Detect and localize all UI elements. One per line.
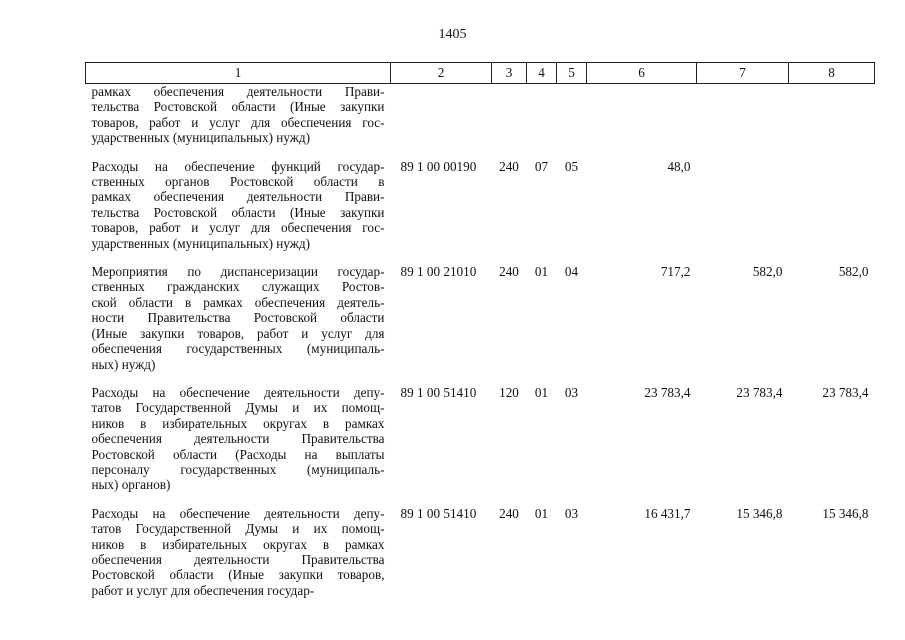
description-line: ственных органов Ростовской области в	[91, 174, 385, 190]
description-line: татов Государственной Думы и их помощ-	[91, 400, 385, 416]
header-col-8: 8	[789, 63, 875, 84]
table-row	[86, 264, 875, 385]
description-line: ников в избирательных округах в рамках	[91, 536, 385, 552]
amount-col-6	[587, 84, 697, 159]
description-line: (Иные закупки товаров, работ и услуг для	[91, 325, 385, 341]
description-line: ской области в рамках обеспечения деятель-	[91, 294, 385, 310]
description-line: ных) нужд)	[91, 356, 156, 372]
subsection: 04	[564, 264, 579, 280]
subsection: 05	[564, 158, 579, 174]
amount-col-6: 16 431,7	[644, 505, 691, 521]
row-description	[86, 159, 391, 264]
description-line: Расходы на обеспечение функций государ-	[91, 158, 385, 174]
section: 01	[534, 505, 549, 521]
row-description	[86, 506, 391, 611]
amount-col-6: 48,0	[667, 158, 691, 174]
description-line: ственных гражданских служащих Ростов-	[91, 279, 385, 295]
description-line: ударственных (муниципальных) нужд)	[91, 235, 310, 251]
table-row	[86, 385, 875, 506]
budget-code	[391, 84, 492, 159]
header-col-1: 1	[86, 63, 391, 84]
expense-type: 240	[499, 505, 519, 521]
amount-col-7	[697, 159, 789, 264]
header-col-2: 2	[391, 63, 492, 84]
description-line: ударственных (муниципальных) нужд)	[91, 130, 310, 146]
description-line: Ростовской области (Расходы на выплаты	[91, 446, 385, 462]
amount-col-7: 23 783,4	[736, 384, 783, 400]
description-line: рамках обеспечения деятельности Прави-	[91, 189, 385, 205]
section: 01	[534, 384, 549, 400]
amount-col-8: 15 346,8	[822, 505, 869, 521]
description-line: товаров, работ и услуг для обеспечения гос-	[91, 114, 385, 130]
budget-code: 89 1 00 21010	[400, 264, 477, 280]
amount-col-7: 582,0	[752, 264, 783, 280]
description-line: персоналу государственных (муниципаль-	[91, 461, 385, 477]
budget-code: 89 1 00 51410	[400, 384, 477, 400]
amount-col-8	[789, 84, 875, 159]
section	[527, 84, 557, 159]
description-line: рамках обеспечения деятельности Прави-	[91, 84, 385, 99]
description-line: ников в избирательных округах в рамках	[91, 415, 385, 431]
description-line: ных) органов)	[91, 477, 171, 493]
description-line: работ и услуг для обеспечения государ-	[91, 582, 315, 598]
budget-code: 89 1 00 51410	[400, 505, 477, 521]
amount-col-6: 717,2	[660, 264, 691, 280]
budget-table	[85, 62, 875, 611]
header-col-3: 3	[492, 63, 527, 84]
amount-col-8: 23 783,4	[822, 384, 869, 400]
header-row	[86, 63, 875, 84]
subsection: 03	[564, 505, 579, 521]
description-line: обеспечения государственных (муниципаль-	[91, 341, 385, 357]
description-line: тельства Ростовской области (Иные закупки	[91, 204, 385, 220]
header-col-4: 4	[527, 63, 557, 84]
row-description	[86, 385, 391, 506]
description-line: Расходы на обеспечение деятельности депу-	[91, 505, 385, 521]
description-line: тельства Ростовской области (Иные закупки	[91, 99, 385, 115]
expense-type: 240	[499, 264, 519, 280]
description-line: товаров, работ и услуг для обеспечения гос-	[91, 220, 385, 236]
amount-col-8	[789, 159, 875, 264]
amount-col-7: 15 346,8	[736, 505, 783, 521]
expense-type: 120	[499, 384, 519, 400]
amount-col-8: 582,0	[838, 264, 869, 280]
table-body	[86, 84, 875, 612]
budget-code: 89 1 00 00190	[400, 158, 477, 174]
row-description	[86, 84, 391, 159]
section: 07	[534, 158, 549, 174]
section: 01	[534, 264, 549, 280]
description-line: обеспечения деятельности Правительства	[91, 431, 385, 447]
description-line: обеспечения деятельности Правительства	[91, 551, 385, 567]
subsection	[557, 84, 587, 159]
description-line: Ростовской области (Иные закупки товаров,	[91, 567, 385, 583]
table-row	[86, 84, 875, 159]
header-col-6: 6	[587, 63, 697, 84]
table-row	[86, 506, 875, 611]
header-col-7: 7	[697, 63, 789, 84]
table-row	[86, 159, 875, 264]
amount-col-7	[697, 84, 789, 159]
description-line: ности Правительства Ростовской области	[91, 310, 385, 326]
subsection: 03	[564, 384, 579, 400]
page-number: 1405	[438, 27, 467, 42]
row-description	[86, 264, 391, 385]
expense-type	[492, 84, 527, 159]
description-line: Мероприятия по диспансеризации государ-	[91, 264, 385, 280]
expense-type: 240	[499, 158, 519, 174]
amount-col-6: 23 783,4	[644, 384, 691, 400]
description-line: Расходы на обеспечение деятельности депу-	[91, 384, 385, 400]
description-line: татов Государственной Думы и их помощ-	[91, 521, 385, 537]
header-col-5: 5	[557, 63, 587, 84]
